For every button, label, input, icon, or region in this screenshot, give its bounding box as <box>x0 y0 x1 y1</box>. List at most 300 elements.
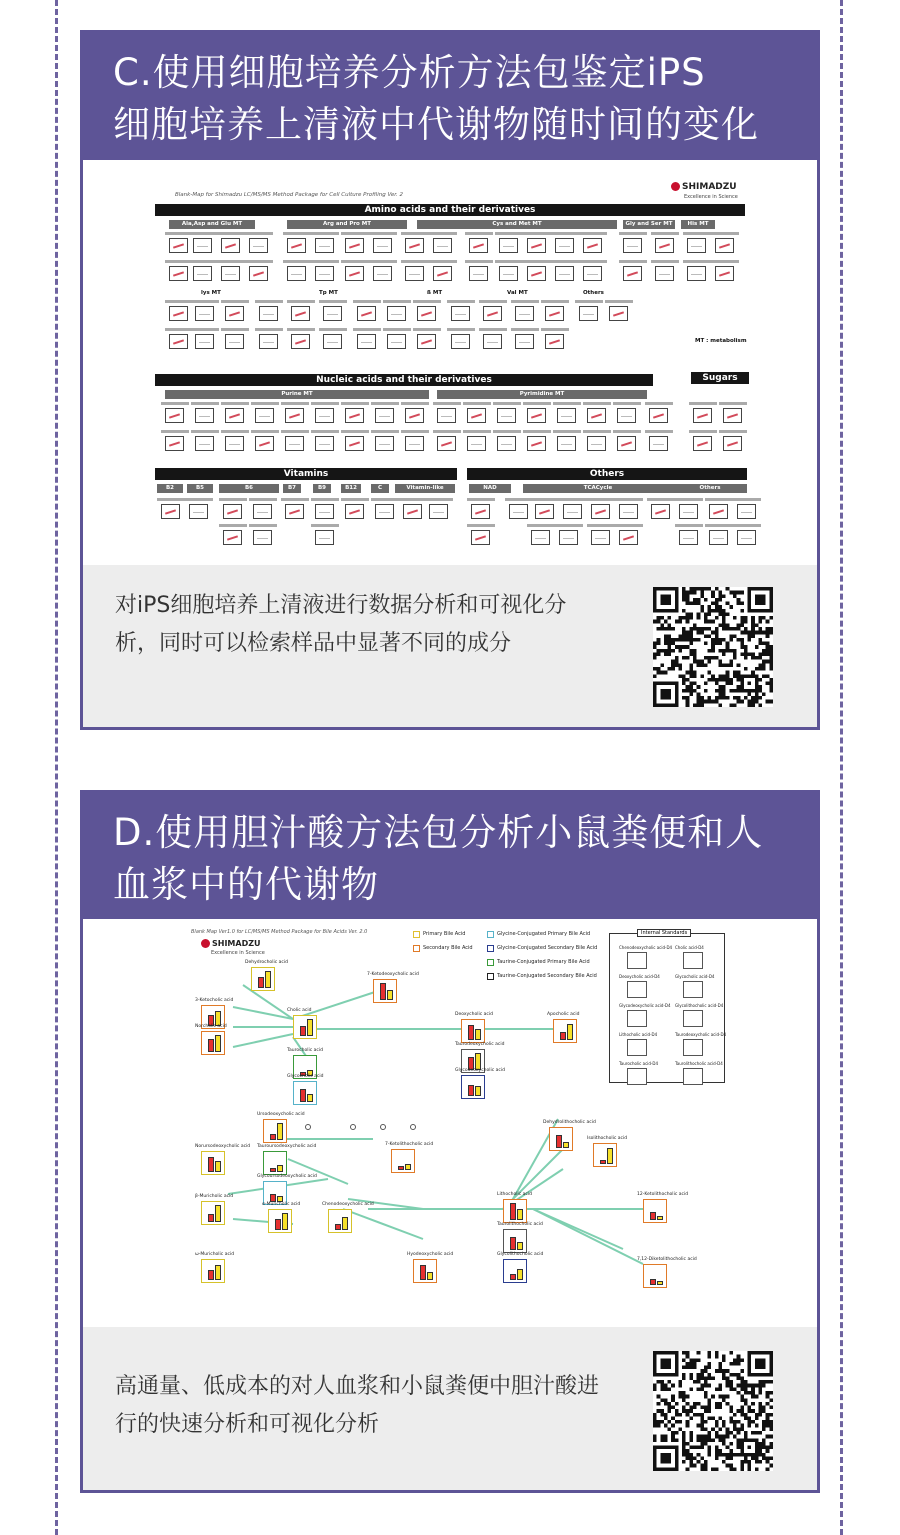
metabolite-box <box>315 504 334 519</box>
metabolite-box <box>497 436 516 451</box>
metabolite-label <box>353 328 381 331</box>
metabolite-box <box>591 530 610 545</box>
metabolite-label <box>447 328 475 331</box>
internal-standard-label: Glycodeoxycholic acid-D4 <box>619 1003 671 1008</box>
metabolite-label <box>541 300 569 303</box>
bar-red <box>335 1224 341 1230</box>
internal-standard-label: Taurocholic acid-D4 <box>619 1061 659 1066</box>
bile-acid-label: Tauroursodeoxycholic acid <box>257 1144 317 1149</box>
metabolite-label <box>523 260 551 263</box>
bile-acid-box <box>413 1259 437 1283</box>
metabolite-box <box>723 436 742 451</box>
metabolite-box <box>375 408 394 423</box>
map-d-logo-sub: Excellence in Science <box>211 950 265 956</box>
bile-acid-box <box>461 1019 485 1043</box>
bar-red <box>270 1194 276 1202</box>
bile-acid-label: Glycocholic acid <box>287 1074 324 1079</box>
bar-red <box>208 1039 214 1052</box>
metabolite-label <box>341 232 369 235</box>
metabolite-label <box>319 328 347 331</box>
metabolite-label <box>575 300 603 303</box>
vitamin-group-bar: B2 <box>157 484 183 493</box>
bar-red <box>380 983 386 1000</box>
bile-acid-label: Hyodeoxycholic acid <box>407 1252 454 1257</box>
bar-yellow <box>427 1272 433 1280</box>
metabolite-label <box>429 232 457 235</box>
metabolite-box <box>437 436 456 451</box>
bile-acid-box <box>503 1259 527 1283</box>
map-d-header: Blank Map Ver1.0 for LC/MS/MS Method Package for Bile Acids Ver. 2.0 <box>191 929 368 935</box>
card-c-header <box>83 33 817 160</box>
metabolite-label <box>311 402 339 405</box>
metabolite-label <box>341 498 369 501</box>
metabolite-box <box>221 238 240 253</box>
metabolite-label <box>559 498 587 501</box>
map-c-logo-sub: Excellence in Science <box>684 194 738 200</box>
metabolite-box <box>515 334 534 349</box>
vitamin-group-bar: C <box>371 484 389 493</box>
amino-group-bar: Cys and Met MT <box>417 220 617 229</box>
bar-yellow <box>215 1161 221 1172</box>
bar-yellow <box>657 1216 663 1220</box>
metabolite-box <box>587 408 606 423</box>
metabolite-box <box>469 266 488 281</box>
bar-yellow <box>517 1269 523 1280</box>
bile-acid-label: Apocholic acid <box>547 1012 580 1017</box>
metabolite-label <box>615 524 643 527</box>
shimadzu-logo-icon <box>671 182 680 191</box>
bar-red <box>270 1168 276 1172</box>
metabolite-label <box>189 232 217 235</box>
bile-acid-label: Glycodeoxycholic acid <box>455 1068 506 1073</box>
bar-yellow <box>215 1205 221 1222</box>
metabolite-label <box>191 430 219 433</box>
metabolite-label <box>645 402 673 405</box>
metabolite-box <box>497 408 516 423</box>
metabolite-label <box>495 260 523 263</box>
legend-label: Primary Bile Acid <box>423 931 466 937</box>
bile-acid-box <box>643 1199 667 1223</box>
bile-acid-label: Dehydrocholic acid <box>245 960 288 965</box>
metabolite-box <box>651 504 670 519</box>
metabolite-label <box>219 524 247 527</box>
other-group-bar: Others <box>673 484 747 493</box>
bar-yellow <box>307 1019 313 1036</box>
metabolite-box <box>723 408 742 423</box>
card-c-footer <box>83 565 817 727</box>
metabolite-box <box>403 504 422 519</box>
bar-yellow <box>215 1265 221 1280</box>
bar-yellow <box>657 1281 663 1285</box>
metabolite-label <box>683 260 711 263</box>
bar-yellow <box>342 1217 348 1230</box>
metabolite-box <box>345 408 364 423</box>
metabolite-box <box>693 408 712 423</box>
metabolite-box <box>617 436 636 451</box>
metabolite-box <box>375 436 394 451</box>
metabolite-box <box>405 436 424 451</box>
bar-red <box>398 1166 404 1170</box>
internal-standard-label: Taurodeoxycholic acid-D4 <box>675 1032 727 1037</box>
vitamins-section-bar: Vitamins <box>155 468 457 480</box>
bile-acid-box <box>391 1149 415 1173</box>
bar-red <box>270 1134 276 1140</box>
metabolite-label <box>447 300 475 303</box>
metabolite-label <box>505 498 533 501</box>
metabolite-label <box>541 328 569 331</box>
bile-acid-label: Dehydrolithocholic acid <box>543 1120 596 1125</box>
metabolite-box <box>709 504 728 519</box>
metabolite-box <box>527 266 546 281</box>
metabolite-label <box>523 402 551 405</box>
metabolite-box <box>165 436 184 451</box>
metabolite-label <box>161 430 189 433</box>
amino-group-bar: Ala,Asp and Glu MT <box>169 220 255 229</box>
metabolite-label <box>689 430 717 433</box>
amino-group-label: ß MT <box>427 290 443 296</box>
metabolite-box <box>451 334 470 349</box>
metabolite-label <box>683 232 711 235</box>
metabolite-box <box>315 436 334 451</box>
bar-yellow <box>387 990 393 1000</box>
metabolite-label <box>245 260 273 263</box>
metabolite-box <box>287 238 306 253</box>
vitamin-group-bar: Vitamin-like <box>395 484 455 493</box>
card-c-title-line1: C.使用细胞培养分析方法包鉴定iPS <box>113 51 706 94</box>
card-c-title-line2: 细胞培养上清液中代谢物随时间的变化 <box>113 103 759 146</box>
metabolite-label <box>465 232 493 235</box>
internal-standard-label: Glycocholic acid-D4 <box>675 974 715 979</box>
metabolite-label <box>613 402 641 405</box>
metabolite-box <box>373 266 392 281</box>
bar-yellow <box>277 1123 283 1140</box>
metabolite-box <box>357 334 376 349</box>
pathway-arrow <box>533 1209 623 1249</box>
metabolite-box <box>609 306 628 321</box>
nucleic-section-bar: Nucleic acids and their derivatives <box>155 374 653 386</box>
metabolite-label <box>401 402 429 405</box>
metabolite-box <box>315 530 334 545</box>
pathway-arrow <box>233 1034 293 1047</box>
metabolite-label <box>605 300 633 303</box>
metabolite-box <box>285 436 304 451</box>
metabolite-box <box>315 238 334 253</box>
metabolite-label <box>511 328 539 331</box>
metabolite-box <box>619 504 638 519</box>
metabolite-box <box>253 530 272 545</box>
metabolite-box <box>527 436 546 451</box>
bar-red <box>208 1270 214 1280</box>
metabolite-box <box>375 504 394 519</box>
metabolite-label <box>251 402 279 405</box>
metabolite-label <box>319 300 347 303</box>
vitamin-group-bar: B6 <box>219 484 279 493</box>
bile-acid-label: Taurodeoxycholic acid <box>455 1042 505 1047</box>
metabolite-box <box>387 334 406 349</box>
metabolite-box <box>687 238 706 253</box>
bile-acid-label: 3-Ketocholic acid <box>195 998 234 1003</box>
metabolite-box <box>737 530 756 545</box>
metabolite-box <box>345 436 364 451</box>
qr-code-icon[interactable] <box>653 587 773 707</box>
bile-acid-box <box>593 1143 617 1167</box>
metabolite-label <box>615 498 643 501</box>
metabolite-box <box>161 504 180 519</box>
metabolite-label <box>705 524 733 527</box>
metabolite-label <box>341 430 369 433</box>
metabolite-label <box>711 260 739 263</box>
metabolite-label <box>553 402 581 405</box>
metabolite-label <box>425 498 453 501</box>
metabolite-box <box>193 266 212 281</box>
bar-red <box>468 1085 474 1096</box>
pathway-node <box>411 1125 416 1130</box>
bar-red <box>300 1026 306 1036</box>
metabolite-label <box>219 498 247 501</box>
metabolite-box <box>433 238 452 253</box>
metabolite-label <box>551 260 579 263</box>
metabolite-box <box>373 238 392 253</box>
card-d-title-line2: 血浆中的代谢物 <box>113 863 379 906</box>
pathway-arrow <box>343 1209 423 1239</box>
metabolite-label <box>371 402 399 405</box>
bile-acid-label: Taurocholic acid <box>287 1048 323 1053</box>
map-c-logo: SHIMADZU <box>671 182 737 192</box>
metabolite-box <box>527 408 546 423</box>
metabolite-label <box>281 430 309 433</box>
pathway-node <box>351 1125 356 1130</box>
metabolite-box <box>405 266 424 281</box>
metabolite-label <box>161 402 189 405</box>
metabolite-label <box>719 402 747 405</box>
metabolite-label <box>463 402 491 405</box>
metabolite-box <box>535 504 554 519</box>
amino-group-bar: His MT <box>681 220 715 229</box>
internal-standard-label: Cholic acid-D4 <box>675 945 704 950</box>
legend-label: Secondary Bile Acid <box>423 945 473 951</box>
metabolite-label <box>413 328 441 331</box>
amino-group-label: Val MT <box>507 290 528 296</box>
qr-code-icon[interactable] <box>653 1351 773 1471</box>
bile-acid-box <box>201 1201 225 1225</box>
bile-acid-box <box>201 1259 225 1283</box>
card-c-description: 对iPS细胞培养上清液进行数据分析和可视化分析，同时可以检索样品中显著不同的成分 <box>115 593 567 656</box>
metabolite-box <box>557 408 576 423</box>
metabolite-box <box>623 266 642 281</box>
metabolite-label <box>283 232 311 235</box>
metabolite-label <box>647 498 675 501</box>
card-d-description: 高通量、低成本的对人血浆和小鼠粪便中胆汁酸进行的快速分析和可视化分析 <box>115 1374 600 1437</box>
metabolite-label <box>651 260 679 263</box>
metabolite-label <box>433 430 461 433</box>
bile-acid-label: Norursodeoxycholic acid <box>195 1144 251 1149</box>
metabolite-box <box>225 408 244 423</box>
metabolite-box <box>563 504 582 519</box>
metabolite-label <box>341 260 369 263</box>
bar-yellow <box>567 1024 573 1040</box>
amino-section-bar: Amino acids and their derivatives <box>155 204 745 216</box>
pathway-node <box>381 1125 386 1130</box>
metabolite-box <box>433 266 452 281</box>
metabolite-box <box>323 306 342 321</box>
bile-acid-label: Isolithocholic acid <box>587 1136 628 1141</box>
bile-acid-box <box>461 1075 485 1099</box>
metabolite-box <box>169 238 188 253</box>
metabolite-box <box>169 306 188 321</box>
legend-label: Taurine-Conjugated Secondary Bile Acid <box>497 973 597 979</box>
metabolite-box <box>483 334 502 349</box>
bile-acid-box <box>251 967 275 991</box>
metabolite-label <box>249 498 277 501</box>
metabolite-box <box>315 408 334 423</box>
cell-culture-map-image <box>83 160 817 565</box>
metabolite-box <box>255 436 274 451</box>
metabolite-box <box>679 530 698 545</box>
metabolite-label <box>217 232 245 235</box>
metabolite-box <box>285 408 304 423</box>
metabolite-label <box>191 300 219 303</box>
sugars-section-bar: Sugars <box>691 372 749 384</box>
metabolite-label <box>383 328 411 331</box>
metabolite-label <box>583 430 611 433</box>
metabolite-label <box>619 260 647 263</box>
bile-acid-map-image <box>83 919 817 1327</box>
metabolite-label <box>523 232 551 235</box>
bar-yellow <box>607 1148 613 1164</box>
metabolite-label <box>719 430 747 433</box>
bile-acid-label: Ursodeoxycholic acid <box>257 1112 305 1117</box>
metabolite-box <box>287 266 306 281</box>
metabolite-box <box>249 266 268 281</box>
metabolite-label <box>281 402 309 405</box>
bile-acid-label: Chenodeoxycholic acid <box>322 1202 374 1207</box>
metabolite-label <box>579 260 607 263</box>
metabolite-label <box>675 524 703 527</box>
metabolite-label <box>705 498 733 501</box>
bar-yellow <box>277 1165 283 1172</box>
nucleic-group-bar: Purine MT <box>165 390 429 399</box>
card-d-header <box>83 793 817 919</box>
internal-standard-label: Chenodeoxycholic acid-D4 <box>619 945 673 950</box>
metabolite-box <box>559 530 578 545</box>
bile-acid-label: Cholic acid <box>287 1008 312 1013</box>
bile-acid-box <box>643 1264 667 1288</box>
metabolite-label <box>189 260 217 263</box>
bile-acid-label: α-Muricholic acid <box>262 1202 301 1207</box>
metabolite-box <box>291 334 310 349</box>
left-dashed-border <box>55 0 58 1535</box>
metabolite-box <box>417 334 436 349</box>
metabolite-box <box>655 238 674 253</box>
bile-acid-label: β-Muricholic acid <box>195 1194 234 1199</box>
metabolite-box <box>471 504 490 519</box>
metabolite-label <box>645 430 673 433</box>
internal-standard-label: Deoxycholic acid-D4 <box>619 974 660 979</box>
card-d-footer <box>83 1327 817 1490</box>
metabolite-box <box>225 334 244 349</box>
metabolite-box <box>469 238 488 253</box>
metabolite-label <box>191 328 219 331</box>
bar-yellow <box>215 1035 221 1052</box>
metabolite-box <box>591 504 610 519</box>
metabolite-label <box>493 402 521 405</box>
metabolite-label <box>613 430 641 433</box>
metabolite-label <box>401 260 429 263</box>
metabolite-label <box>479 328 507 331</box>
bar-red <box>650 1279 656 1285</box>
metabolite-label <box>249 524 277 527</box>
metabolite-label <box>311 232 339 235</box>
bar-red <box>275 1219 281 1230</box>
metabolite-label <box>733 524 761 527</box>
metabolite-box <box>345 238 364 253</box>
bile-acid-label: Lithocholic acid <box>497 1192 532 1197</box>
internal-standard-label: Glycolithocholic acid-D4 <box>675 1003 724 1008</box>
map-d-logo: SHIMADZU <box>201 939 261 948</box>
metabolite-box <box>583 238 602 253</box>
nucleic-group-bar: Pyrimidine MT <box>437 390 647 399</box>
metabolite-box <box>189 504 208 519</box>
metabolite-label <box>531 498 559 501</box>
bile-acid-box <box>268 1209 292 1233</box>
metabolite-box <box>195 334 214 349</box>
vitamin-group-bar: B5 <box>187 484 213 493</box>
metabolite-label <box>369 260 397 263</box>
bar-yellow <box>517 1209 523 1220</box>
metabolite-box <box>259 306 278 321</box>
metabolite-box <box>255 408 274 423</box>
metabolite-box <box>471 530 490 545</box>
bar-red <box>510 1274 516 1280</box>
card-d-title-line1: D.使用胆汁酸方法包分析小鼠粪便和人 <box>113 811 764 854</box>
metabolite-box <box>483 306 502 321</box>
metabolite-label <box>255 300 283 303</box>
metabolite-box <box>221 266 240 281</box>
metabolite-box <box>679 504 698 519</box>
vitamin-group-bar: B9 <box>313 484 331 493</box>
card-d <box>80 790 820 1493</box>
bar-yellow <box>282 1213 288 1230</box>
bile-acid-box <box>553 1019 577 1043</box>
amino-group-bar: Gly and Ser MT <box>623 220 675 229</box>
metabolite-label <box>311 498 339 501</box>
metabolite-label <box>283 260 311 263</box>
metabolite-box <box>499 238 518 253</box>
metabolite-box <box>545 334 564 349</box>
metabolite-label <box>165 328 193 331</box>
bar-red <box>208 1157 214 1172</box>
bar-red <box>650 1212 656 1220</box>
metabolite-box <box>715 238 734 253</box>
bile-acid-box <box>201 1151 225 1175</box>
metabolite-box <box>617 408 636 423</box>
metabolite-box <box>223 504 242 519</box>
amino-group-label: Tp MT <box>319 290 338 296</box>
metabolite-label <box>587 524 615 527</box>
bile-acid-box <box>503 1199 527 1223</box>
metabolite-box <box>715 266 734 281</box>
metabolite-label <box>165 300 193 303</box>
metabolite-label <box>369 232 397 235</box>
amino-group-label: lys MT <box>201 290 221 296</box>
bile-acid-box <box>328 1209 352 1233</box>
metabolite-box <box>195 436 214 451</box>
metabolite-box <box>285 504 304 519</box>
metabolite-box <box>345 504 364 519</box>
metabolite-label <box>619 232 647 235</box>
legend-label: Glycine-Conjugated Secondary Bile Acid <box>497 945 598 951</box>
metabolite-box <box>545 306 564 321</box>
